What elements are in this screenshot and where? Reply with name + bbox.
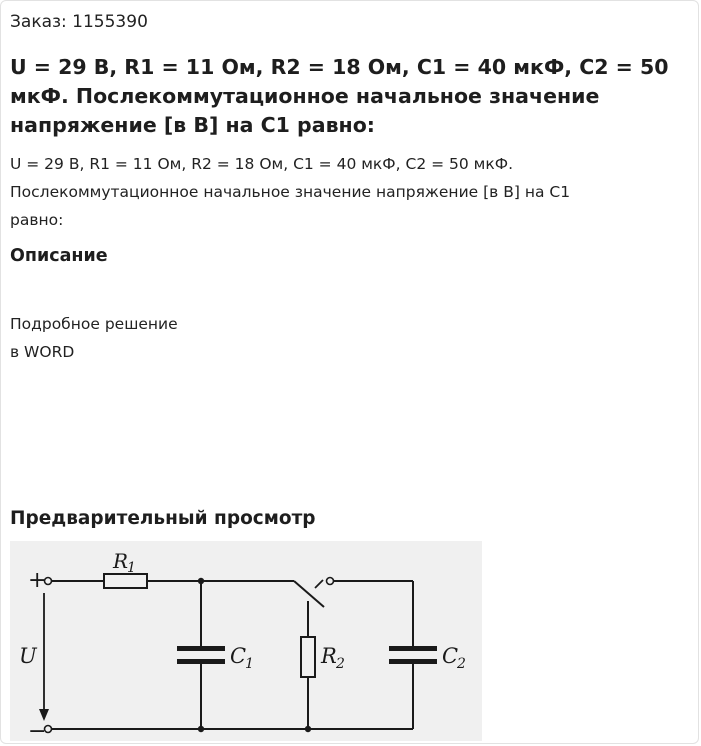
minus-sign: − — [28, 719, 47, 741]
preview-heading: Предварительный просмотр — [10, 508, 316, 529]
c1-subscript: 1 — [245, 656, 254, 672]
c1-label: C — [230, 644, 247, 668]
task-text-line: U = 29 В, R1 = 11 Ом, R2 = 18 Ом, C1 = 40 мкФ, C2 = 50 мкФ. — [10, 155, 513, 173]
switch-contact — [327, 578, 334, 585]
r1-resistor — [104, 574, 147, 588]
r2-subscript: 2 — [336, 656, 345, 672]
description-text — [10, 310, 178, 366]
r2-label: R — [321, 644, 337, 668]
circuit-diagram — [10, 541, 482, 741]
task-title: U = 29 В, R1 = 11 Ом, R2 = 18 Ом, C1 = 40 мкФ, C2 = 50 мкФ. Послекоммутационное начальное значение напряжение [в В] на C1 равно: — [10, 55, 669, 137]
junction-dot — [305, 726, 311, 732]
c2-label: C — [442, 644, 459, 668]
c2-plate — [389, 659, 437, 664]
r1-subscript: 1 — [127, 560, 136, 576]
r2-resistor — [301, 637, 315, 677]
plus-sign: + — [28, 568, 47, 593]
c1-plate — [177, 659, 225, 664]
task-text-line: равно: — [10, 211, 64, 229]
junction-dot — [198, 726, 204, 732]
junction-dot — [198, 578, 204, 584]
task-text-line: Послекоммутационное начальное значение напряжение [в В] на C1 — [10, 183, 571, 201]
c2-subscript: 2 — [457, 656, 466, 672]
switch-arrow — [315, 580, 323, 588]
description-line: в WORD — [10, 343, 75, 361]
description-line: Подробное решение — [10, 315, 178, 333]
u-label: U — [19, 644, 37, 668]
r1-label: R — [113, 549, 129, 573]
order-number: Заказ: 1155390 — [10, 12, 148, 32]
task-text — [10, 150, 690, 234]
description-heading: Описание — [10, 246, 108, 266]
circuit-preview-image — [10, 541, 482, 741]
c1-plate — [177, 646, 225, 651]
c2-plate — [389, 646, 437, 651]
